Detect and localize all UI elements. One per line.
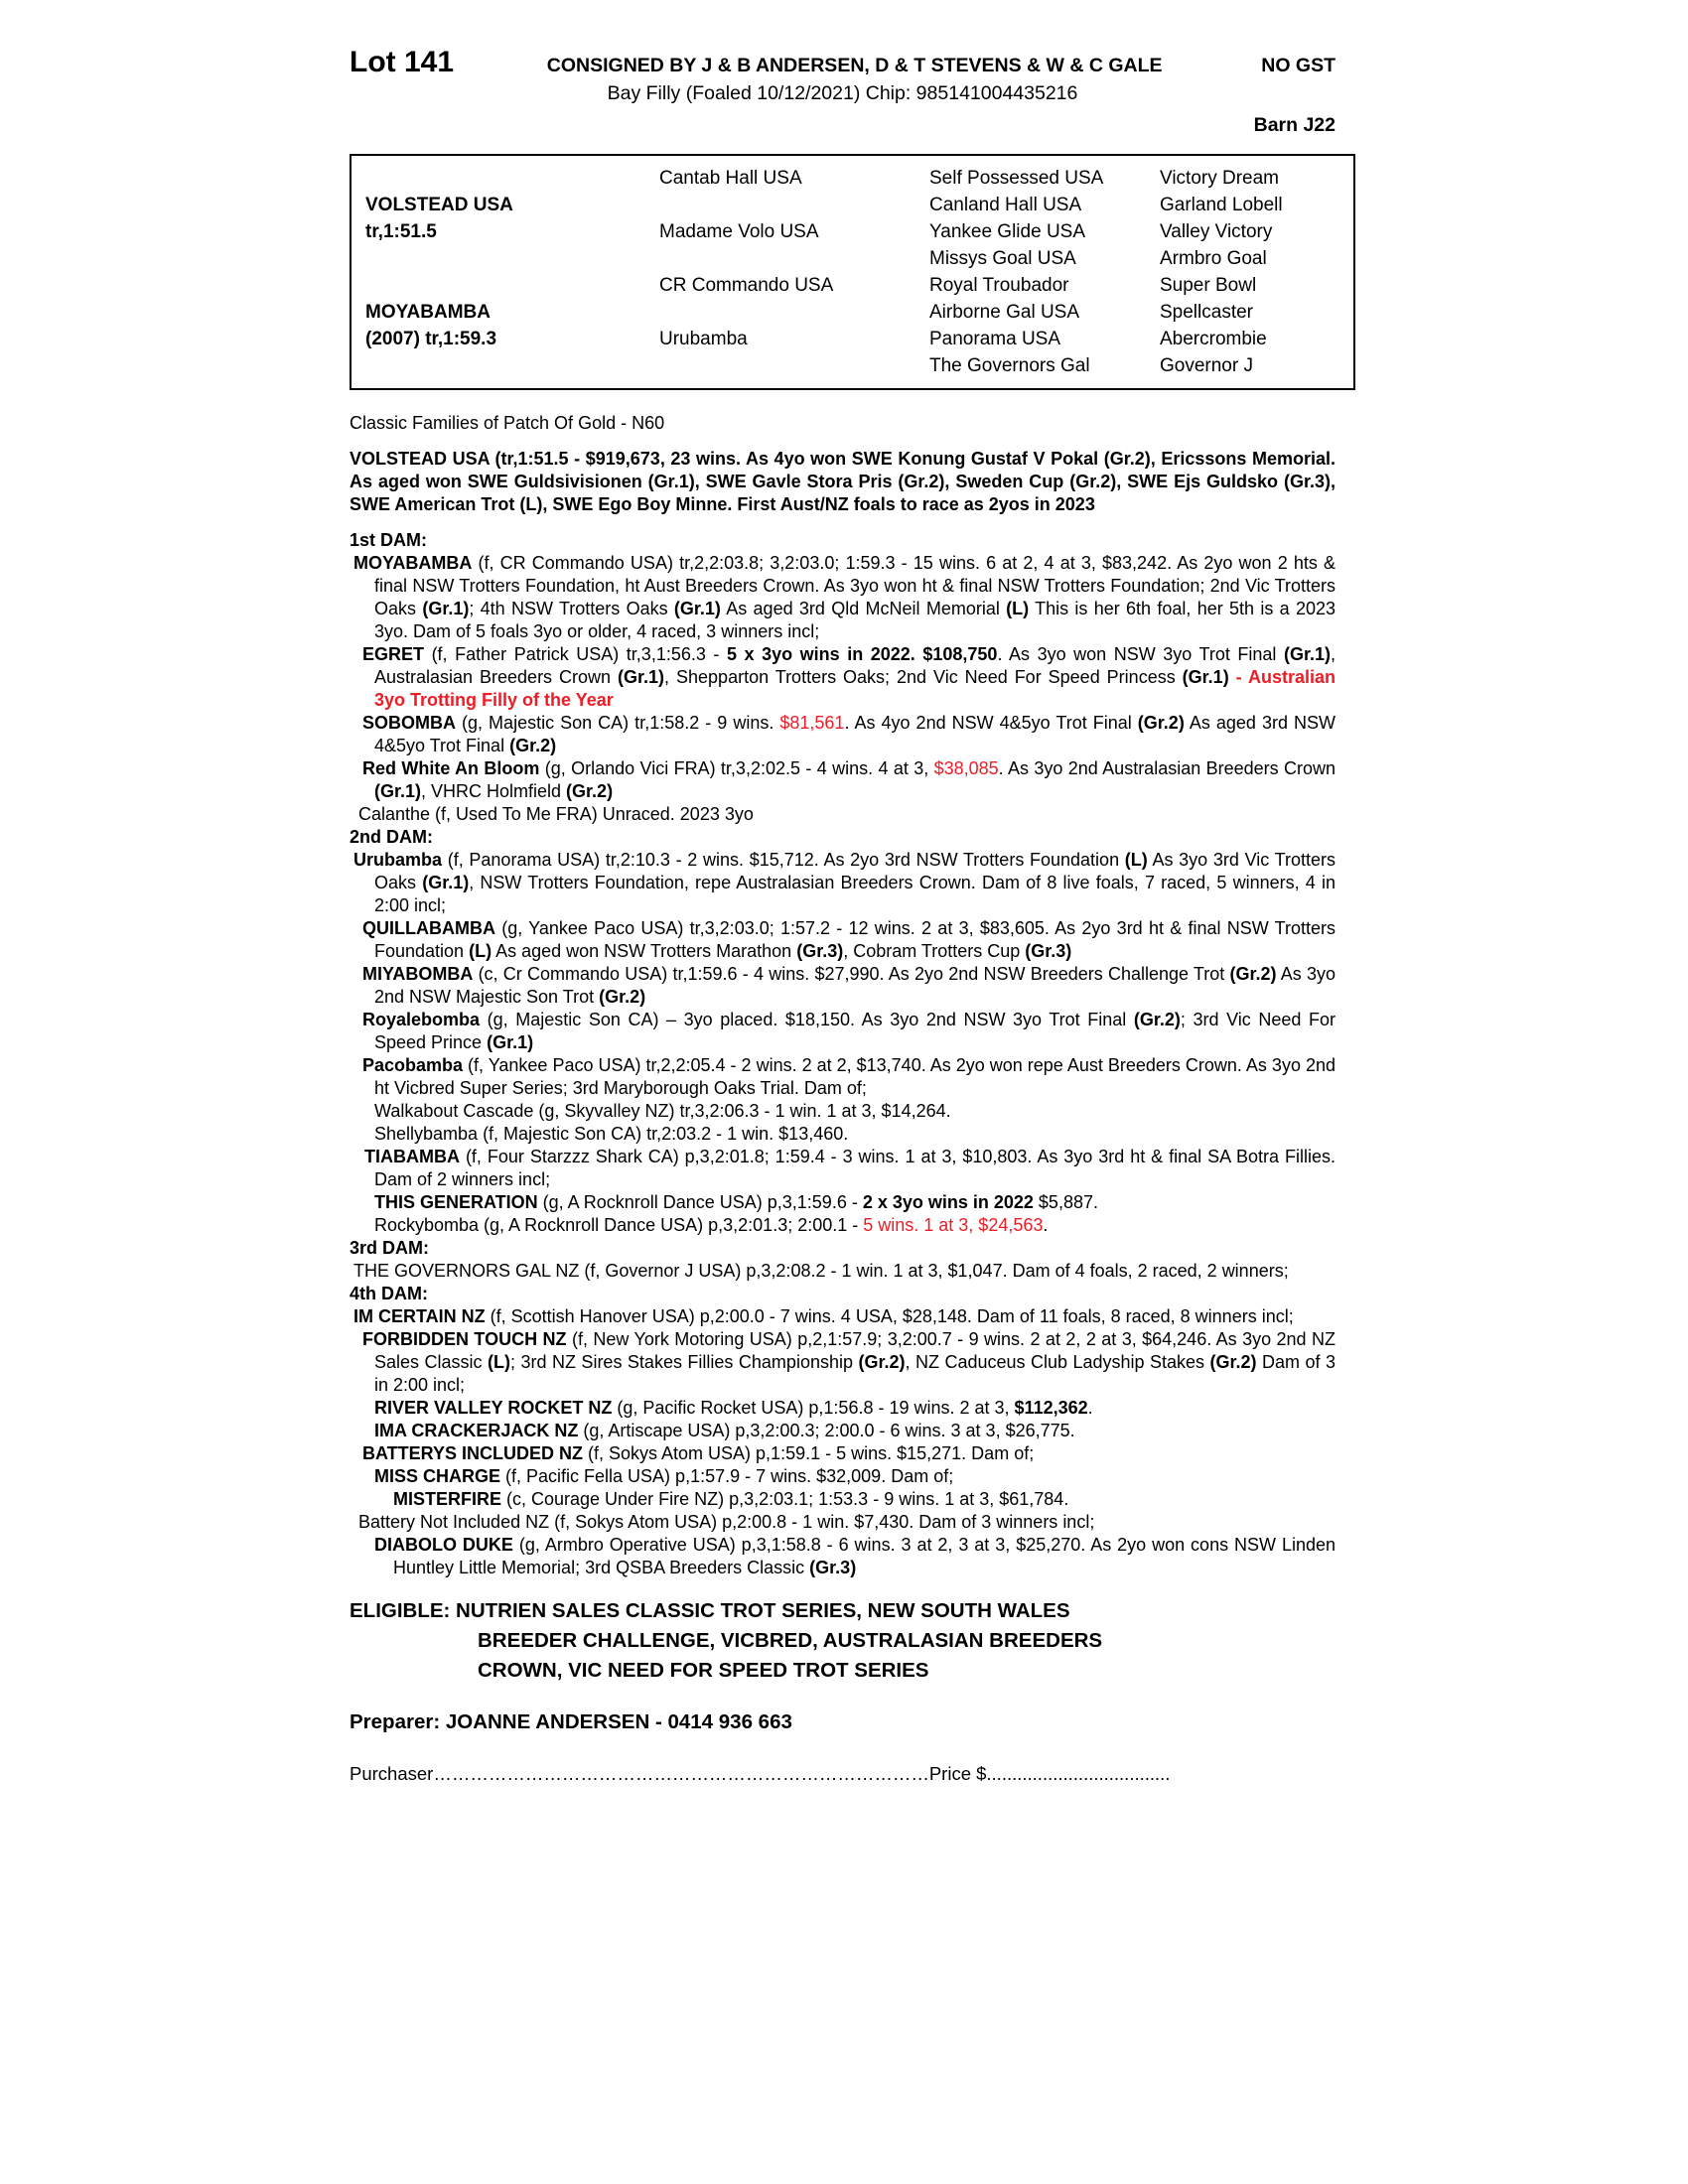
- pedigree-paragraph: Shellybamba (f, Majestic Son CA) tr,2:03.2 - 1 win. $13,460.: [374, 1124, 849, 1144]
- purchaser-line: [350, 1763, 1336, 1785]
- pedigree-body: [350, 412, 1336, 1579]
- pedigree-cell: Canland Hall USA: [929, 195, 1082, 215]
- pedigree-cell: [365, 272, 659, 299]
- header-row: [350, 46, 1336, 79]
- eligible-line: CROWN, VIC NEED FOR SPEED TROT SERIES: [478, 1659, 929, 1682]
- pedigree-cell: [659, 299, 929, 326]
- pedigree-paragraph: MOYABAMBA (f, CR Commando USA) tr,2,2:03.8; 3,2:03.0; 1:59.3 - 15 wins. 6 at 2, 4 at 3, $83,242. As 2yo won 2 hts & final NSW Trotters Foundation, ht Aust Breeders Crown. As 3yo won ht & final NSW Trotters Foundation; 2nd Vic Trotters Oaks (Gr.1); 4th NSW Trotters Oaks (Gr.1) As aged 3rd Qld McNeil Memorial (L) This is her 6th foal, her 5th is a 2023 3yo. Dam of 5 foals 3yo or older, 4 raced, 3 winners incl;: [353, 553, 1336, 641]
- pedigree-paragraph: RIVER VALLEY ROCKET NZ (g, Pacific Rocket USA) p,1:56.8 - 19 wins. 2 at 3, $112,362.: [374, 1398, 1093, 1418]
- pedigree-paragraph: QUILLABAMBA (g, Yankee Paco USA) tr,3,2:03.0; 1:57.2 - 12 wins. 2 at 3, $83,605. As 2yo 3rd ht & final NSW Trotters Foundation (L) As aged won NSW Trotters Marathon (Gr.3), Cobram Trotters Cup (Gr.3): [362, 918, 1336, 961]
- pedigree-cell: Valley Victory: [1160, 221, 1273, 242]
- foaling-line: Bay Filly (Foaled 10/12/2021) Chip: 985141004435216: [607, 82, 1078, 104]
- pedigree-paragraph: DIABOLO DUKE (g, Armbro Operative USA) p,3,1:58.8 - 6 wins. 3 at 2, 3 at 3, $25,270. As 2yo won cons NSW Linden Huntley Little Memorial; 3rd QSBA Breeders Classic (Gr.3): [374, 1535, 1336, 1577]
- pedigree-cell: VOLSTEAD USA: [365, 195, 513, 215]
- pedigree-cell: Cantab Hall USA: [659, 168, 802, 189]
- pedigree-paragraph: VOLSTEAD USA (tr,1:51.5 - $919,673, 23 wins. As 4yo won SWE Konung Gustaf V Pokal (Gr.2), Ericssons Memorial. As aged won SWE Guldsivisionen (Gr.1), SWE Gavle Stora Pris (Gr.2), Sweden Cup (Gr.2), SWE Ejs Guldsko (Gr.3), SWE American Trot (L), SWE Ego Boy Minne. First Aust/NZ foals to race as 2yos in 2023: [350, 449, 1336, 514]
- pedigree-cell: Panorama USA: [929, 329, 1061, 349]
- pedigree-cell: Urubamba: [659, 329, 748, 349]
- pedigree-paragraph: Royalebomba (g, Majestic Son CA) – 3yo placed. $18,150. As 3yo 2nd NSW 3yo Trot Final (Gr.2); 3rd Vic Need For Speed Prince (Gr.1): [362, 1010, 1336, 1052]
- pedigree-paragraph: BATTERYS INCLUDED NZ (f, Sokys Atom USA) p,1:59.1 - 5 wins. $15,271. Dam of;: [362, 1443, 1035, 1463]
- lot-number: Lot 141: [350, 46, 455, 78]
- pedigree-paragraph: 2nd DAM:: [350, 827, 433, 847]
- pedigree-paragraph: Classic Families of Patch Of Gold - N60: [350, 413, 665, 433]
- pedigree-paragraph: 1st DAM:: [350, 530, 428, 550]
- pedigree-paragraph: MIYABOMBA (c, Cr Commando USA) tr,1:59.6 - 4 wins. $27,990. As 2yo 2nd NSW Breeders Challenge Trot (Gr.2) As 3yo 2nd NSW Majestic Son Trot (Gr.2): [362, 964, 1336, 1007]
- pedigree-cell: [365, 352, 659, 379]
- eligible-line: BREEDER CHALLENGE, VICBRED, AUSTRALASIAN BREEDERS: [478, 1629, 1103, 1652]
- pedigree-cell: [659, 192, 929, 218]
- pedigree-paragraph: Pacobamba (f, Yankee Paco USA) tr,2,2:05.4 - 2 wins. 2 at 2, $13,740. As 2yo won repe Aust Breeders Crown. As 3yo 2nd ht Vicbred Super Series; 3rd Maryborough Oaks Trial. Dam of;: [362, 1055, 1336, 1098]
- pedigree-table: [350, 154, 1355, 390]
- pedigree-cell: [659, 245, 929, 272]
- pedigree-cell: (2007) tr,1:59.3: [365, 329, 497, 349]
- pedigree-paragraph: 4th DAM:: [350, 1284, 428, 1303]
- pedigree-paragraph: SOBOMBA (g, Majestic Son CA) tr,1:58.2 - 9 wins. $81,561. As 4yo 2nd NSW 4&5yo Trot Final (Gr.2) As aged 3rd NSW 4&5yo Trot Final (Gr.2): [362, 713, 1336, 755]
- preparer-line: Preparer: JOANNE ANDERSEN - 0414 936 663: [350, 1710, 792, 1733]
- price-label: Price $: [928, 1763, 987, 1784]
- eligible-block: [350, 1596, 1336, 1686]
- consignor-line: CONSIGNED BY J & B ANDERSEN, D & T STEVENS & W & C GALE: [546, 55, 1163, 76]
- pedigree-cell: CR Commando USA: [659, 275, 834, 296]
- pedigree-paragraph: TIABAMBA (f, Four Starzzz Shark CA) p,3,2:01.8; 1:59.4 - 3 wins. 1 at 3, $10,803. As 3yo 3rd ht & final SA Botra Fillies. Dam of 2 winners incl;: [364, 1147, 1336, 1189]
- pedigree-paragraph: FORBIDDEN TOUCH NZ (f, New York Motoring USA) p,2,1:57.9; 3,2:00.7 - 9 wins. 2 at 2, 2 at 3, $64,246. As 3yo 2nd NZ Sales Classic (L); 3rd NZ Sires Stakes Fillies Championship (Gr.2), NZ Caduceus Club Ladyship Stakes (Gr.2) Dam of 3 in 2:00 incl;: [362, 1329, 1336, 1395]
- pedigree-paragraph: 3rd DAM:: [350, 1238, 429, 1258]
- pedigree-cell: MOYABAMBA: [365, 302, 491, 323]
- pedigree-paragraph: EGRET (f, Father Patrick USA) tr,3,1:56.3 - 5 x 3yo wins in 2022. $108,750. As 3yo won NSW 3yo Trot Final (Gr.1), Australasian Breeders Crown (Gr.1), Shepparton Trotters Oaks; 2nd Vic Need For Speed Princess (Gr.1) - Australian 3yo Trotting Filly of the Year: [362, 644, 1336, 710]
- pedigree-cell: [365, 245, 659, 272]
- pedigree-cell: Madame Volo USA: [659, 221, 819, 242]
- pedigree-paragraph: Red White An Bloom (g, Orlando Vici FRA) tr,3,2:02.5 - 4 wins. 4 at 3, $38,085. As 3yo 2nd Australasian Breeders Crown (Gr.1), VHRC Holmfield (Gr.2): [362, 758, 1336, 801]
- pedigree-cell: Governor J: [1160, 355, 1253, 376]
- pedigree-cell: The Governors Gal: [929, 355, 1090, 376]
- eligible-line: ELIGIBLE: NUTRIEN SALES CLASSIC TROT SERIES, NEW SOUTH WALES: [350, 1599, 1070, 1622]
- pedigree-paragraph: IM CERTAIN NZ (f, Scottish Hanover USA) p,2:00.0 - 7 wins. 4 USA, $28,148. Dam of 11 foals, 8 raced, 8 winners incl;: [353, 1306, 1294, 1326]
- pedigree-cell: Abercrombie: [1160, 329, 1267, 349]
- pedigree-paragraph: Battery Not Included NZ (f, Sokys Atom USA) p,2:00.8 - 1 win. $7,430. Dam of 3 winners incl;: [358, 1512, 1095, 1532]
- pedigree-paragraph: MISTERFIRE (c, Courage Under Fire NZ) p,3,2:03.1; 1:53.3 - 9 wins. 1 at 3, $61,784.: [393, 1489, 1069, 1509]
- pedigree-cell: [659, 352, 929, 379]
- pedigree-paragraph: IMA CRACKERJACK NZ (g, Artiscape USA) p,3,2:00.3; 2:00.0 - 6 wins. 3 at 3, $26,775.: [374, 1421, 1075, 1440]
- pedigree-cell: Victory Dream: [1160, 168, 1280, 189]
- price-blank: ....................................: [986, 1763, 1171, 1784]
- pedigree-cell: Self Possessed USA: [929, 168, 1104, 189]
- purchaser-blank: ………………………………………………………………………: [433, 1763, 929, 1784]
- pedigree-cell: [365, 165, 659, 192]
- pedigree-cell: tr,1:51.5: [365, 221, 437, 242]
- pedigree-paragraph: Urubamba (f, Panorama USA) tr,2:10.3 - 2 wins. $15,712. As 2yo 3rd NSW Trotters Foundation (L) As 3yo 3rd Vic Trotters Oaks (Gr.1), NSW Trotters Foundation, repe Australasian Breeders Crown. Dam of 8 live foals, 7 raced, 5 winners, 4 in 2:00 incl;: [353, 850, 1336, 915]
- pedigree-paragraph: THE GOVERNORS GAL NZ (f, Governor J USA) p,3,2:08.2 - 1 win. 1 at 3, $1,047. Dam of 4 foals, 2 raced, 2 winners;: [353, 1261, 1289, 1281]
- pedigree-cell: Super Bowl: [1160, 275, 1257, 296]
- catalogue-page: [350, 0, 1355, 1785]
- barn-label: Barn J22: [1253, 114, 1336, 136]
- pedigree-cell: Royal Troubador: [929, 275, 1069, 296]
- pedigree-paragraph: MISS CHARGE (f, Pacific Fella USA) p,1:57.9 - 7 wins. $32,009. Dam of;: [374, 1466, 954, 1486]
- pedigree-cell: Spellcaster: [1160, 302, 1253, 323]
- pedigree-cell: Yankee Glide USA: [929, 221, 1086, 242]
- pedigree-paragraph: Walkabout Cascade (g, Skyvalley NZ) tr,3,2:06.3 - 1 win. 1 at 3, $14,264.: [374, 1101, 951, 1121]
- pedigree-cell: Garland Lobell: [1160, 195, 1283, 215]
- pedigree-cell: Armbro Goal: [1160, 248, 1267, 269]
- no-gst-label: NO GST: [1261, 55, 1336, 76]
- pedigree-paragraph: Rockybomba (g, A Rocknroll Dance USA) p,3,2:01.3; 2:00.1 - 5 wins. 1 at 3, $24,563.: [374, 1215, 1049, 1235]
- purchaser-label: Purchaser: [350, 1763, 434, 1784]
- pedigree-cell: Missys Goal USA: [929, 248, 1076, 269]
- pedigree-cell: Airborne Gal USA: [929, 302, 1080, 323]
- pedigree-paragraph: Calanthe (f, Used To Me FRA) Unraced. 2023 3yo: [358, 804, 754, 824]
- pedigree-paragraph: THIS GENERATION (g, A Rocknroll Dance USA) p,3,1:59.6 - 2 x 3yo wins in 2022 $5,887.: [374, 1192, 1098, 1212]
